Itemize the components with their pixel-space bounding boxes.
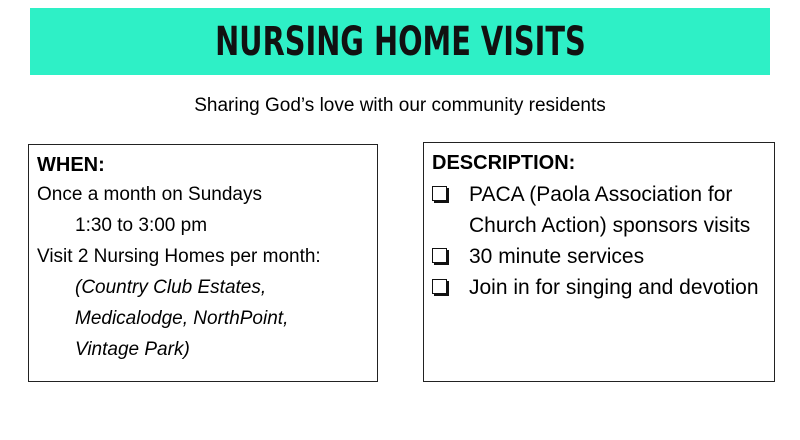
- page-title: NURSING HOME VISITS: [214, 18, 586, 65]
- description-box: [423, 142, 775, 382]
- list-item: [432, 241, 766, 272]
- subtitle: Sharing God’s love with our community residents: [194, 95, 606, 116]
- when-box: [28, 144, 378, 382]
- when-line: Vintage Park): [75, 339, 190, 360]
- list-item: [432, 179, 766, 241]
- title-banner: [30, 8, 770, 75]
- list-item-text: 30 minute services: [469, 245, 645, 268]
- when-line: Once a month on Sundays: [37, 184, 262, 205]
- checkbox-icon: [432, 248, 447, 263]
- when-heading: WHEN:: [37, 154, 105, 176]
- when-line: (Country Club Estates,: [75, 277, 267, 298]
- checkbox-icon: [432, 186, 447, 201]
- when-line: Medicalodge, NorthPoint,: [75, 308, 289, 329]
- when-line: Visit 2 Nursing Homes per month:: [37, 246, 321, 267]
- checkbox-icon: [432, 279, 447, 294]
- when-line: 1:30 to 3:00 pm: [75, 215, 208, 236]
- list-item-text: PACA (Paola Association for Church Action) sponsors visits: [469, 183, 751, 237]
- description-list: [432, 179, 766, 303]
- description-heading: DESCRIPTION:: [432, 152, 576, 174]
- list-item-text: Join in for singing and devotion: [469, 276, 759, 299]
- list-item: [432, 272, 766, 303]
